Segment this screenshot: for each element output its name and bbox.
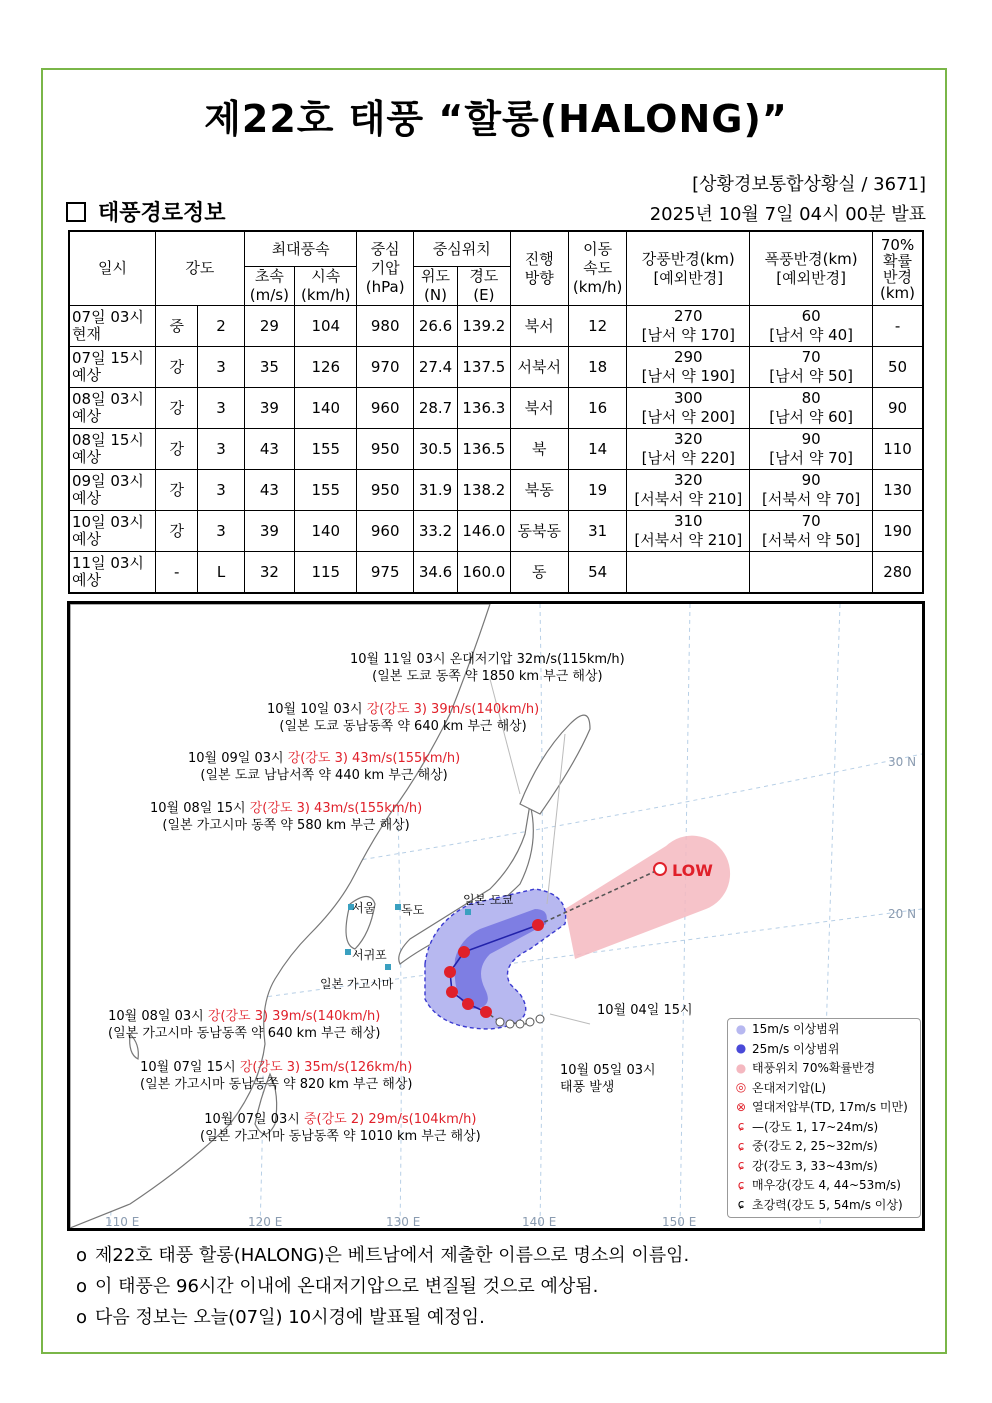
map-legend	[727, 1018, 921, 1218]
grid-150e: 150 E	[662, 1215, 697, 1229]
legend-item	[728, 1195, 920, 1215]
cell-class: 강	[156, 388, 198, 429]
cell-class: 강	[156, 470, 198, 511]
label-oct05: 10월 05일 03시 태풍 발생	[560, 1063, 656, 1095]
cell-kmh: 104	[295, 306, 357, 347]
cell-gale: 70 [서북서 약 50]	[750, 511, 873, 552]
cell-class: 강	[156, 429, 198, 470]
th-time: 일시	[69, 231, 156, 306]
th-gale-radius: 폭풍반경(km) [예외반경]	[750, 231, 873, 306]
cell-ms: 39	[244, 388, 294, 429]
cell-dir: 북	[510, 429, 568, 470]
cell-hpa: 950	[357, 470, 413, 511]
cell-lon: 136.5	[458, 429, 510, 470]
cell-time: 09일 03시 예상	[69, 470, 156, 511]
cell-kmh: 155	[295, 470, 357, 511]
cell-prob: 90	[873, 388, 923, 429]
label-kagoshima: 일본 가고시마	[320, 977, 394, 991]
table-row	[69, 306, 923, 347]
table-row	[69, 511, 923, 552]
legend-item	[728, 1175, 920, 1195]
label-oct04: 10월 04일 15시	[597, 1003, 693, 1018]
page-title: 제22호 태풍 “할롱(HALONG)”	[204, 97, 788, 141]
label-oct08-03: 10월 08일 03시 강(강도 3) 39m/s(140km/h) (일본 가고시마 동남동쪽 약 640 km 부근 해상)	[108, 1009, 381, 1041]
cell-prob: 50	[873, 347, 923, 388]
cell-storm: 300 [남서 약 200]	[627, 388, 750, 429]
cell-lon: 160.0	[458, 552, 510, 594]
cell-ms: 43	[244, 470, 294, 511]
th-speed: 이동 속도 (km/h)	[568, 231, 626, 306]
cell-grade: L	[198, 552, 244, 594]
cell-dir: 동북동	[510, 511, 568, 552]
th-wind-kmh: 시속 (km/h)	[295, 267, 357, 306]
cell-time: 11일 03시 예상	[69, 552, 156, 594]
th-pressure: 중심 기압 (hPa)	[357, 231, 413, 306]
cell-prob: 110	[873, 429, 923, 470]
legend-label: 태풍위치 70%확률반경	[752, 1061, 876, 1076]
section-heading	[66, 196, 226, 227]
legend-label: —(강도 1, 17~24m/s)	[752, 1119, 879, 1134]
grid-130e: 130 E	[386, 1215, 421, 1229]
cell-lat: 26.6	[413, 306, 457, 347]
typhoon-grade2-icon: ɕ	[737, 1138, 745, 1153]
cell-storm: 310 [서북서 약 210]	[627, 511, 750, 552]
cell-class: 강	[156, 511, 198, 552]
legend-label: 초강력(강도 5, 54m/s 이상)	[752, 1197, 903, 1212]
legend-item	[728, 1097, 920, 1117]
th-center: 중심위치	[413, 231, 510, 267]
table-row	[69, 388, 923, 429]
cell-dir: 북서	[510, 306, 568, 347]
track-map	[67, 601, 925, 1231]
th-prob-radius: 70% 확률 반경 (km)	[873, 231, 923, 306]
cell-time: 07일 15시 예상	[69, 347, 156, 388]
tropical-depression-icon: ⊗	[735, 1099, 747, 1114]
cell-ms: 32	[244, 552, 294, 594]
th-lat: 위도 (N)	[413, 267, 457, 306]
grid-110e: 110 E	[105, 1215, 140, 1229]
th-direction: 진행 방향	[510, 231, 568, 306]
cell-lat: 34.6	[413, 552, 457, 594]
cell-kmh: 155	[295, 429, 357, 470]
cell-time: 08일 15시 예상	[69, 429, 156, 470]
table-row	[69, 429, 923, 470]
cell-lon: 136.3	[458, 388, 510, 429]
typhoon-grade4-icon: ɕ	[737, 1177, 745, 1192]
typhoon-grade5-icon: ɕ	[737, 1197, 745, 1212]
cell-grade: 3	[198, 347, 244, 388]
cell-grade: 3	[198, 470, 244, 511]
cell-dir: 북서	[510, 388, 568, 429]
note-2: o 이 태풍은 96시간 이내에 온대저기압으로 변질될 것으로 예상됨.	[76, 1276, 599, 1297]
notes	[76, 1240, 689, 1333]
cell-gale: 60 [남서 약 40]	[750, 306, 873, 347]
legend-item	[728, 1078, 920, 1098]
cell-storm: 270 [남서 약 170]	[627, 306, 750, 347]
cell-gale: 90 [서북서 약 70]	[750, 470, 873, 511]
grid-140e: 140 E	[522, 1215, 557, 1229]
legend-item	[728, 1019, 920, 1039]
cell-speed: 18	[568, 347, 626, 388]
legend-label: 온대저기압(L)	[752, 1080, 827, 1095]
legend-label: 강(강도 3, 33~43m/s)	[752, 1158, 878, 1173]
cell-speed: 16	[568, 388, 626, 429]
cell-prob: 130	[873, 470, 923, 511]
extratropical-low-icon: ◎	[735, 1080, 747, 1095]
legend-item	[728, 1117, 920, 1137]
label-oct10: 10월 10일 03시 강(강도 3) 39m/s(140km/h) (일본 도쿄 동남동쪽 약 640 km 부근 해상)	[267, 702, 540, 734]
label-oct09: 10월 09일 03시 강(강도 3) 43m/s(155km/h) (일본 도쿄 남남서쪽 약 440 km 부근 해상)	[188, 751, 461, 783]
cell-gale: 90 [남서 약 70]	[750, 429, 873, 470]
cell-lat: 31.9	[413, 470, 457, 511]
legend-item	[728, 1156, 920, 1176]
cell-hpa: 950	[357, 429, 413, 470]
cell-hpa: 960	[357, 388, 413, 429]
legend-label: 매우강(강도 4, 44~53m/s)	[752, 1178, 901, 1193]
table-row	[69, 347, 923, 388]
cell-lat: 33.2	[413, 511, 457, 552]
cell-grade: 2	[198, 306, 244, 347]
cell-class: 강	[156, 347, 198, 388]
cell-kmh: 115	[295, 552, 357, 594]
note-3: o 다음 정보는 오늘(07일) 10시경에 발표될 예정임.	[76, 1307, 485, 1328]
cell-dir: 서북서	[510, 347, 568, 388]
cell-ms: 43	[244, 429, 294, 470]
cell-dir: 북동	[510, 470, 568, 511]
cell-hpa: 980	[357, 306, 413, 347]
cell-lat: 28.7	[413, 388, 457, 429]
cell-speed: 31	[568, 511, 626, 552]
cell-lon: 138.2	[458, 470, 510, 511]
grid-20n: 20 N	[888, 907, 917, 921]
label-oct07-15: 10월 07일 15시 강(강도 3) 35m/s(126km/h) (일본 가고시마 동남동쪽 약 820 km 부근 해상)	[140, 1060, 413, 1092]
cell-speed: 19	[568, 470, 626, 511]
cell-time: 07일 03시 현재	[69, 306, 156, 347]
cell-time: 10일 03시 예상	[69, 511, 156, 552]
table-row	[69, 552, 923, 594]
blue-circle: ●	[735, 1041, 747, 1056]
label-low: LOW	[672, 861, 713, 880]
cell-lat: 27.4	[413, 347, 457, 388]
th-wind-ms: 초속 (m/s)	[244, 267, 294, 306]
cell-class: 중	[156, 306, 198, 347]
pink-circle: ●	[735, 1060, 747, 1075]
cell-speed: 12	[568, 306, 626, 347]
legend-label: 25m/s 이상범위	[752, 1041, 840, 1056]
cell-gale: 80 [남서 약 60]	[750, 388, 873, 429]
cell-prob: -	[873, 306, 923, 347]
legend-item	[728, 1039, 920, 1059]
cell-storm	[627, 552, 750, 594]
cell-kmh: 140	[295, 511, 357, 552]
cell-storm: 290 [남서 약 190]	[627, 347, 750, 388]
cell-class: -	[156, 552, 198, 594]
cell-speed: 54	[568, 552, 626, 594]
label-seoul: 서울	[352, 901, 376, 915]
th-storm-radius: 강풍반경(km) [예외반경]	[627, 231, 750, 306]
cell-gale	[750, 552, 873, 594]
track-table	[68, 230, 924, 594]
note-1: o 제22호 태풍 할롱(HALONG)은 베트남에서 제출한 이름으로 명소의 이름임.	[76, 1245, 690, 1266]
cell-kmh: 126	[295, 347, 357, 388]
cell-kmh: 140	[295, 388, 357, 429]
typhoon-grade3-icon: ɕ	[737, 1158, 745, 1173]
cell-speed: 14	[568, 429, 626, 470]
cell-storm: 320 [서북서 약 210]	[627, 470, 750, 511]
cell-hpa: 975	[357, 552, 413, 594]
label-oct07-03: 10월 07일 03시 중(강도 2) 29m/s(104km/h) (일본 가고시마 동남동쪽 약 1010 km 부근 해상)	[200, 1112, 481, 1144]
th-strength: 강도	[156, 231, 245, 306]
legend-label: 중(강도 2, 25~32m/s)	[752, 1139, 878, 1154]
cell-ms: 29	[244, 306, 294, 347]
office-label: [상황경보통합상황실 / 3671]	[692, 174, 926, 195]
cell-ms: 39	[244, 511, 294, 552]
label-oct08-15: 10월 08일 15시 강(강도 3) 43m/s(155km/h) (일본 가고시마 동쪽 약 580 km 부근 해상)	[150, 801, 423, 833]
cell-lat: 30.5	[413, 429, 457, 470]
legend-label: 15m/s 이상범위	[752, 1022, 840, 1037]
light-blue-circle: ●	[735, 1021, 747, 1036]
section-title: 태풍경로정보	[98, 201, 226, 226]
typhoon-grade1-icon: ɕ	[737, 1119, 745, 1134]
grid-120e: 120 E	[248, 1215, 283, 1229]
cell-dir: 동	[510, 552, 568, 594]
grid-30n: 30 N	[888, 755, 917, 769]
cell-grade: 3	[198, 388, 244, 429]
issued-time: 2025년 10월 7일 04시 00분 발표	[649, 204, 926, 225]
cell-lon: 139.2	[458, 306, 510, 347]
table-row	[69, 470, 923, 511]
label-seogwipo: 서귀포	[352, 948, 387, 962]
cell-storm: 320 [남서 약 220]	[627, 429, 750, 470]
cell-gale: 70 [남서 약 50]	[750, 347, 873, 388]
cell-hpa: 960	[357, 511, 413, 552]
cell-ms: 35	[244, 347, 294, 388]
legend-item	[728, 1058, 920, 1078]
cell-lon: 137.5	[458, 347, 510, 388]
cell-prob: 280	[873, 552, 923, 594]
cell-time: 08일 03시 예상	[69, 388, 156, 429]
cell-grade: 3	[198, 511, 244, 552]
th-lon: 경도 (E)	[458, 267, 510, 306]
label-dokdo: 독도	[401, 903, 425, 917]
cell-grade: 3	[198, 429, 244, 470]
cell-prob: 190	[873, 511, 923, 552]
cell-lon: 146.0	[458, 511, 510, 552]
checkbox-square-icon	[66, 202, 86, 222]
cell-hpa: 970	[357, 347, 413, 388]
legend-label: 열대저압부(TD, 17m/s 미만)	[752, 1100, 908, 1115]
label-oct11: 10월 11일 03시 온대저기압 32m/s(115km/h) (일본 도쿄 동쪽 약 1850 km 부근 해상)	[350, 652, 625, 684]
legend-item	[728, 1136, 920, 1156]
th-max-wind: 최대풍속	[244, 231, 357, 267]
label-tokyo: 일본 도쿄	[463, 893, 514, 907]
